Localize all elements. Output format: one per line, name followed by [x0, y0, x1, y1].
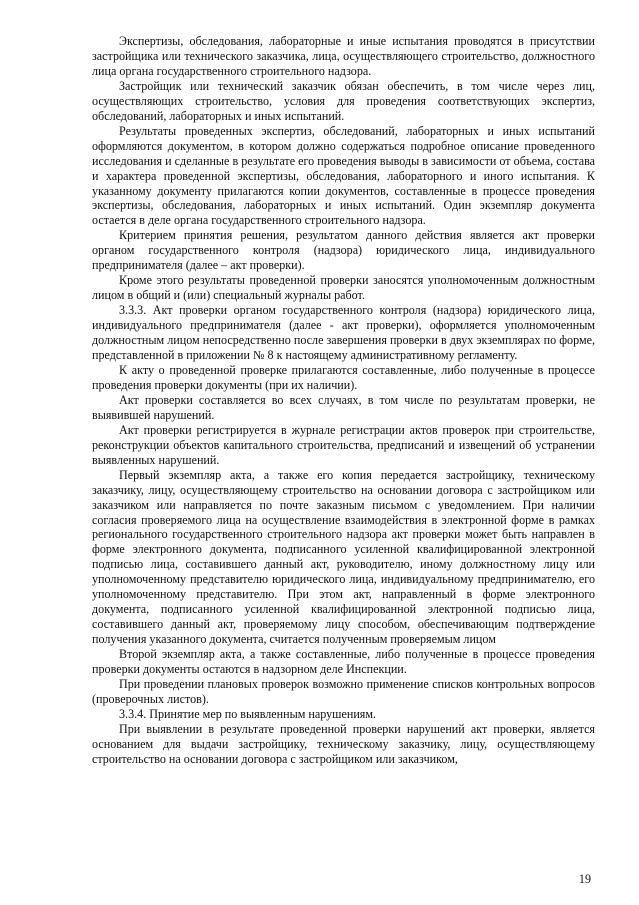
- paragraph-3: Результаты проведенных экспертиз, обследований, лабораторных и иных испытаний оформляются документом, в котором должно содержаться подробное описание проведенного исследования и сделанные в результате его проведения выводы в зависимости от объема, состава и характера проведенной экспертизы, обследования, лабораторного и иного испытания. К указанному документу прилагаются копии документов, составленные в процессе проведения экспертизы, обследования, лабораторных и иных испытаний. Один экземпляр документа остается в деле органа государственного строительного надзора.: [92, 123, 595, 228]
- paragraph-6: 3.3.3. Акт проверки органом государственного контроля (надзора) юридического лица, индивидуального предпринимателя (далее - акт проверки), оформляется уполномоченным должностным лицом непосредственно после завершения проверки в двух экземплярах по форме, представленной в приложении № 8 к настоящему административному регламенту.: [92, 303, 595, 363]
- paragraph-14: При выявлении в результате проведенной проверки нарушений акт проверки, является основанием для выдачи застройщику, техническому заказчику, лицу, осуществляющему строительство на основании договора с застройщиком или заказчиком,: [92, 721, 595, 766]
- paragraph-11: Второй экземпляр акта, а также составленные, либо полученные в процессе проведения проверки документы остаются в надзорном деле Инспекции.: [92, 647, 595, 677]
- paragraph-8: Акт проверки составляется во всех случаях, в том числе по результатам проверки, не выявившей нарушений.: [92, 392, 595, 422]
- paragraph-4: Критерием принятия решения, результатом данного действия является акт проверки органом государственного контроля (надзора) юридического лица, индивидуального предпринимателя (далее – акт проверки).: [92, 228, 595, 273]
- paragraph-10: Первый экземпляр акта, а также его копия передается застройщику, техническому заказчику, лицу, осуществляющему строительство на основании договора с застройщиком или заказчиком или направляется по почте заказным письмом с уведомлением. При наличии согласия проверяемого лица на осуществление взаимодействия в электронной форме в рамках регионального государственного строительного надзора акт проверки может быть направлен в форме электронного документа, подписанного усиленной квалифицированной электронной подписью лица, составившего данный акт, руководителю, иному должностному лицу или уполномоченному представителю юридического лица, индивидуальному предпринимателю, его уполномоченному представителю. При этом акт, направленный в форме электронного документа, подписанного усиленной квалифицированной электронной подписью лица, составившего данный акт, проверяемому лицу способом, обеспечивающим подтверждение получения указанного документа, считается полученным проверяемым лицом: [92, 467, 595, 647]
- body-text: [92, 34, 595, 767]
- page-number: 19: [578, 872, 591, 886]
- paragraph-2: Застройщик или технический заказчик обязан обеспечить, в том числе через лиц, осуществляющих строительство, условия для проведения соответствующих экспертиз, обследований, лабораторных и иных испытаний.: [92, 78, 595, 123]
- paragraph-9: Акт проверки регистрируется в журнале регистрации актов проверок при строительстве, реконструкции объектов капитального строительства, предписаний и извещений об устранении выявленных нарушений.: [92, 422, 595, 467]
- paragraph-1: Экспертизы, обследования, лабораторные и иные испытания проводятся в присутствии застройщика или технического заказчика, лица, осуществляющего строительство, должностного лица органа государственного строительного надзора.: [92, 34, 595, 78]
- paragraph-12: При проведении плановых проверок возможно применение списков контрольных вопросов (проверочных листов).: [92, 676, 595, 706]
- paragraph-5: Кроме этого результаты проведенной проверки заносятся уполномоченным должностным лицом в общий и (или) специальный журналы работ.: [92, 273, 595, 303]
- paragraph-7: К акту о проведенной проверке прилагаются составленные, либо полученные в процессе проведения проверки документы (при их наличии).: [92, 362, 595, 392]
- paragraph-13: 3.3.4. Принятие мер по выявленным нарушениям.: [119, 706, 377, 721]
